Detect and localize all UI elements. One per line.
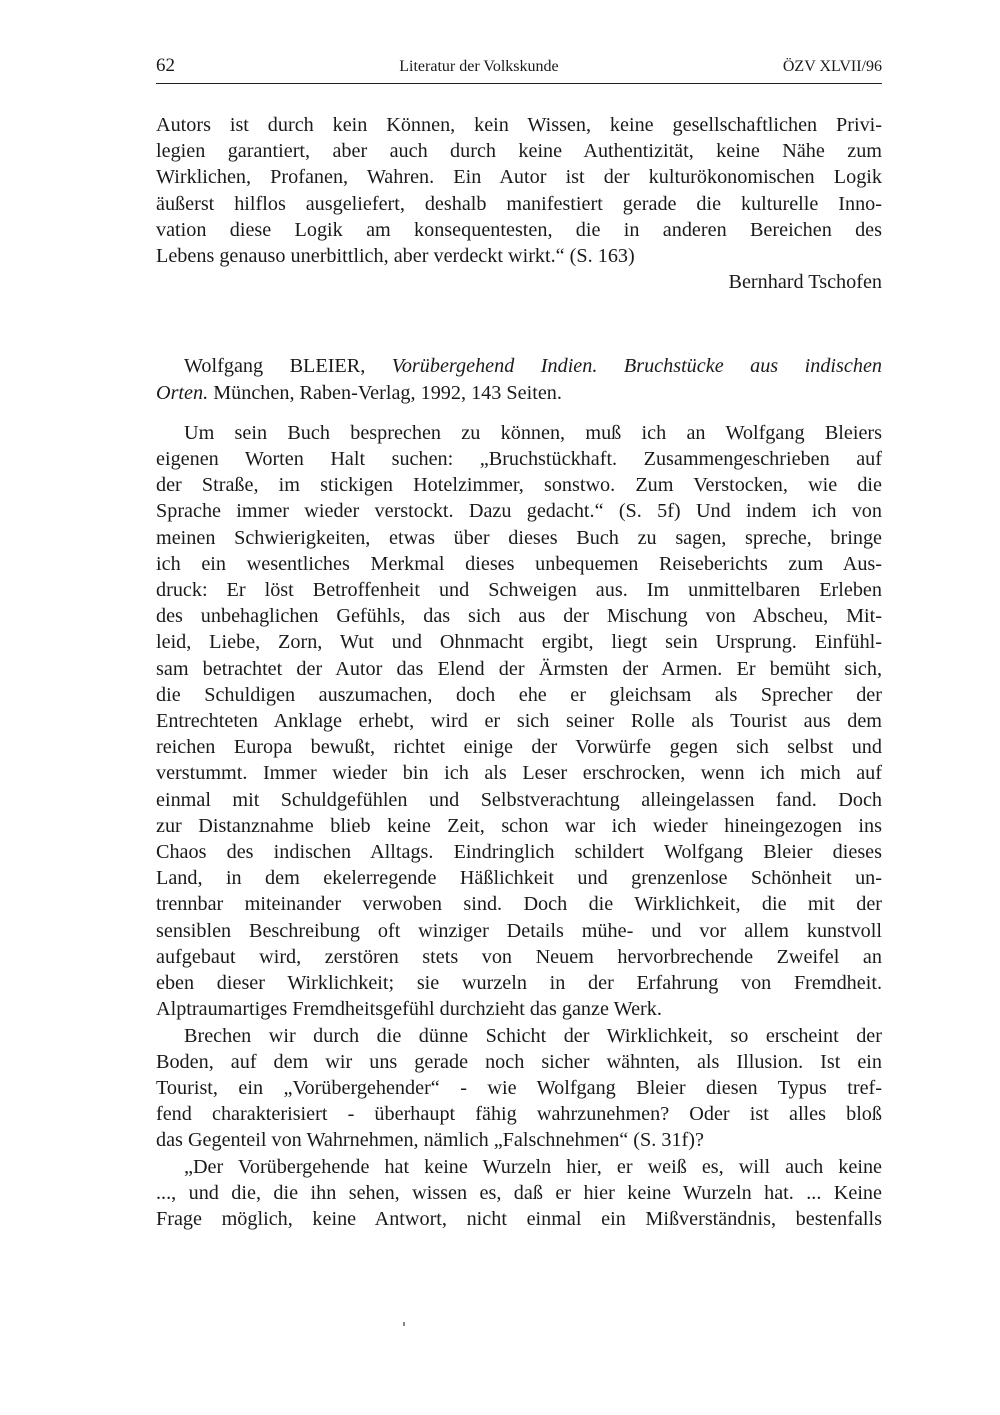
document-page [156, 55, 882, 1232]
text-line: druck: Er löst Betroffenheit und Schweigen aus. Im unmittelbaren Erleben [156, 579, 882, 602]
book-title: Vorübergehend Indien. Bruchstücke aus indischen [391, 355, 882, 378]
review-body [156, 420, 882, 1232]
review-paragraph-1 [156, 420, 882, 1023]
book-citation [156, 353, 882, 405]
text-line: Entrechteten Anklage erhebt, wird er sich seiner Rolle als Tourist aus dem [156, 710, 882, 733]
text-line: Lebens genauso unerbittlich, aber verdeckt wirkt.“ (S. 163) [156, 245, 635, 268]
text-line: verstummt. Immer wieder bin ich als Leser erschrocken, wenn ich mich auf [156, 762, 882, 785]
reviewer-signature: Bernhard Tschofen [728, 271, 882, 294]
running-title: Literatur der Volkskunde [399, 58, 559, 75]
text-line: ..., und die, die ihn sehen, wissen es, daß er hier keine Wurzeln hat. ... Keine [156, 1181, 882, 1204]
page-number: 62 [156, 55, 175, 76]
text-line: Wirklichen, Profanen, Wahren. Ein Autor ist der kulturökonomischen Logik [156, 166, 882, 189]
text-line: reichen Europa bewußt, richtet einige der Vorwürfe gegen sich selbst und [156, 736, 882, 759]
text-line: vation diese Logik am konsequentesten, die in anderen Bereichen des [156, 218, 882, 241]
text-line: Brechen wir durch die dünne Schicht der Wirklichkeit, so erscheint der [184, 1024, 882, 1047]
text-line: fend charakterisiert - überhaupt fähig wahrzunehmen? Oder ist alles bloß [156, 1103, 882, 1126]
citation-line-2 [156, 380, 882, 406]
journal-issue: ÖZV XLVII/96 [782, 58, 882, 75]
review-paragraph-3 [156, 1154, 882, 1233]
text-line: Sprache immer wieder verstockt. Dazu gedacht.“ (S. 5f) Und indem ich von [156, 500, 882, 523]
text-line: äußerst hilflos ausgeliefert, deshalb manifestiert gerade die kulturelle Inno- [156, 192, 882, 215]
text-line: eigenen Worten Halt suchen: „Bruchstückhaft. Zusammengeschrieben auf [156, 448, 882, 471]
page-header [156, 55, 882, 84]
book-author: Wolfgang BLEIER, [184, 355, 392, 378]
book-title-cont: Orten. [156, 381, 209, 404]
review-paragraph-2 [156, 1023, 882, 1154]
text-line: Frage möglich, keine Antwort, nicht einmal ein Mißverständnis, bestenfalls [156, 1207, 882, 1230]
text-line: ich ein wesentliches Merkmal dieses unbequemen Reiseberichts zum Aus- [156, 552, 882, 575]
text-line: eben dieser Wirklichkeit; sie wurzeln in der Erfahrung von Fremdheit. [156, 972, 882, 995]
citation-line-1 [156, 353, 882, 379]
text-line: Land, in dem ekelerregende Häßlichkeit und grenzenlose Schönheit un- [156, 867, 882, 890]
text-line: einmal mit Schuldgefühlen und Selbstverachtung alleingelassen fand. Doch [156, 788, 882, 811]
text-line: des unbehaglichen Gefühls, das sich aus der Mischung von Abscheu, Mit- [156, 605, 882, 628]
text-line: leid, Liebe, Zorn, Wut und Ohnmacht ergibt, liegt sein Ursprung. Einfühl- [156, 631, 882, 654]
text-line: legien garantiert, aber auch durch keine Authentizität, keine Nähe zum [156, 140, 882, 163]
text-line: der Straße, im stickigen Hotelzimmer, sonstwo. Zum Verstocken, wie die [156, 474, 882, 497]
text-line: Boden, auf dem wir uns gerade noch sicher wähnten, als Illusion. Ist ein [156, 1050, 882, 1073]
text-line: trennbar miteinander verwoben sind. Doch die Wirklichkeit, die mit der [156, 893, 882, 916]
text-line: Chaos des indischen Alltags. Eindringlich schildert Wolfgang Bleier dieses [156, 841, 882, 864]
text-line: sam betrachtet der Autor das Elend der Ärmsten der Armen. Er bemüht sich, [156, 657, 882, 680]
text-line: Tourist, ein „Vorübergehender“ - wie Wolfgang Bleier diesen Typus tref- [156, 1076, 882, 1099]
text-line: sensiblen Beschreibung oft winziger Details mühe- und vor allem kunstvoll [156, 919, 882, 942]
scan-artifact [403, 1322, 405, 1326]
text-line: Autors ist durch kein Können, kein Wissen, keine gesellschaftlichen Privi- [156, 114, 882, 136]
text-line: „Der Vorübergehende hat keine Wurzeln hier, er weiß es, will auch keine [184, 1155, 882, 1178]
previous-review-ending [156, 112, 882, 295]
text-line: meinen Schwierigkeiten, etwas über dieses Buch zu sagen, spreche, bringe [156, 526, 882, 549]
text-line: das Gegenteil von Wahrnehmen, nämlich „Falschnehmen“ (S. 31f)? [156, 1129, 704, 1152]
text-line: zur Distanznahme blieb keine Zeit, schon war ich wieder hineingezogen ins [156, 814, 882, 837]
publication-info: München, Raben-Verlag, 1992, 143 Seiten. [208, 381, 562, 404]
text-line: aufgebaut wird, zerstören stets von Neuem hervorbrechende Zweifel an [156, 945, 882, 968]
text-line: die Schuldigen auszumachen, doch ehe er gleichsam als Sprecher der [156, 683, 882, 706]
text-line: Um sein Buch besprechen zu können, muß ich an Wolfgang Bleiers [184, 421, 882, 444]
text-line: Alptraumartiges Fremdheitsgefühl durchzieht das ganze Werk. [156, 998, 662, 1021]
